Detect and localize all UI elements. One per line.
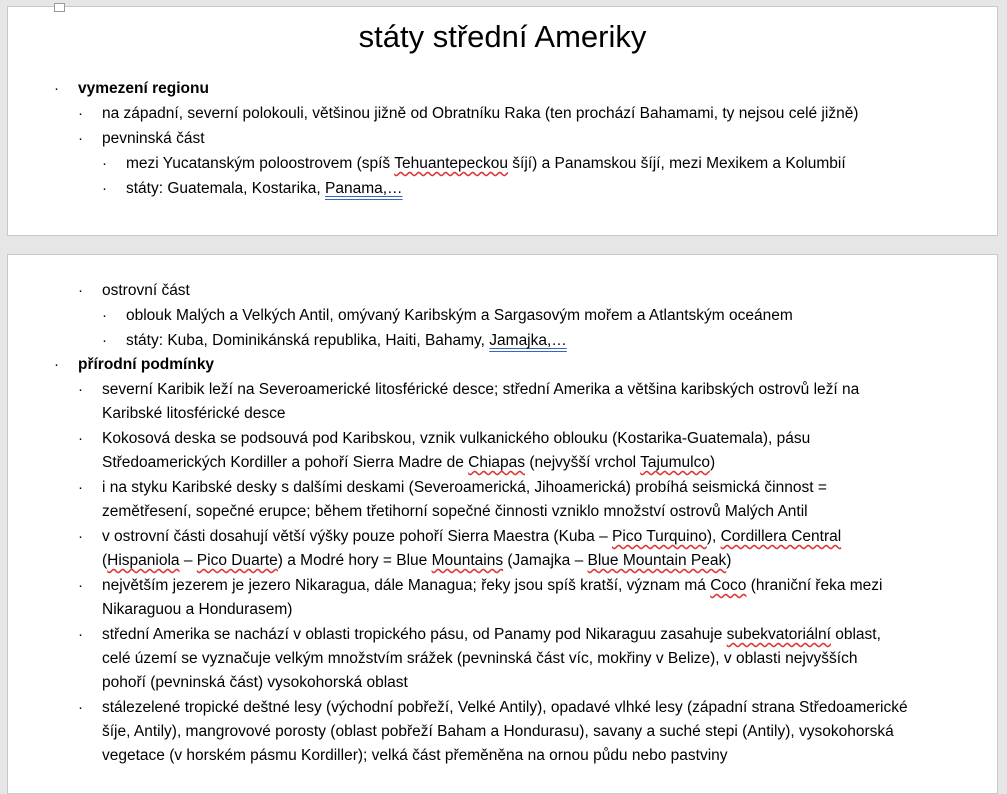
document-page-2 <box>7 254 998 794</box>
list-item: i na styku Karibské desky s dalšími deskami (Severoamerická, Jihoamerická) probíhá seismická činnost = <box>102 479 827 496</box>
list-item: mezi Yucatanským poloostrovem (spíš Tehuantepeckou šíjí) a Panamskou šíjí, mezi Mexikem a Kolumbií <box>126 155 846 172</box>
document-title: státy střední Ameriky <box>358 19 647 54</box>
spelling-mark: Hispaniola <box>107 552 180 569</box>
list-item-cont: Středoamerických Kordiller a pohoří Sierra Madre de Chiapas (nejvyšší vrchol Tajumulco) <box>102 454 716 471</box>
grammar-mark: Panama,… <box>325 180 403 197</box>
spelling-mark: Coco <box>710 577 747 594</box>
list-item: státy: Guatemala, Kostarika, Panama,… <box>126 180 403 197</box>
list-item: státy: Kuba, Dominikánská republika, Haiti, Bahamy, Jamajka,… <box>126 332 567 349</box>
list-item: v ostrovní části dosahují větší výšky pouze pohoří Sierra Maestra (Kuba – Pico Turquino), Cordillera Central <box>102 528 842 545</box>
grammar-mark: Jamajka,… <box>489 332 567 349</box>
list-item: střední Amerika se nachází v oblasti tropického pásu, od Panamy pod Nikaraguu zasahuje subekvatoriální oblast, <box>102 626 881 643</box>
bullet: · <box>78 479 83 496</box>
bullet: · <box>78 528 83 545</box>
bullet: · <box>102 307 107 324</box>
list-item-cont: pohoří (pevninská část) vysokohorská oblast <box>102 674 408 691</box>
spelling-mark: Tajumulco <box>640 454 710 471</box>
heading-nature: přírodní podmínky <box>78 356 215 373</box>
list-item: pevninská část <box>102 130 205 147</box>
bullet: · <box>102 332 107 349</box>
list-item-cont: zemětřesení, sopečné erupce; během třetihorní sopečné činnosti vzniklo množství ostrovů Malých Antil <box>102 503 808 520</box>
bullet: · <box>102 180 107 197</box>
list-item: ostrovní část <box>102 282 190 299</box>
spelling-mark: subekvatoriální <box>726 626 831 643</box>
bullet: · <box>102 155 107 172</box>
page-corner-marker <box>54 3 65 12</box>
list-item-cont: vegetace (v horském pásmu Kordiller); velká část přeměněna na ornou půdu nebo pastviny <box>102 747 728 764</box>
bullet: · <box>78 699 83 716</box>
list-item-cont: (Hispaniola – Pico Duarte) a Modré hory = Blue Mountains (Jamajka – Blue Mountain Peak) <box>102 552 732 569</box>
bullet: · <box>78 130 83 147</box>
list-item: Kokosová deska se podsouvá pod Karibskou, vznik vulkanického oblouku (Kostarika-Guatemala), pásu <box>102 430 811 447</box>
spelling-mark: Pico Turquino <box>612 528 707 545</box>
list-item: severní Karibik leží na Severoamerické litosférické desce; střední Amerika a většina karibských ostrovů leží na <box>102 381 860 398</box>
bullet: · <box>78 381 83 398</box>
list-item-cont: šíje, Antily), mangrovové porosty (oblast pobřeží Baham a Hondurasu), savany a suché stepi (Antily), vysokohorská <box>102 723 894 740</box>
spelling-mark: Tehuantepeckou <box>394 155 508 172</box>
bullet: · <box>78 282 83 299</box>
spelling-mark: Blue Mountain Peak <box>587 552 727 569</box>
bullet: · <box>54 80 59 97</box>
spelling-mark: Chiapas <box>468 454 526 471</box>
list-item-cont: Karibské litosférické desce <box>102 405 286 422</box>
bullet: · <box>78 105 83 122</box>
bullet: · <box>78 430 83 447</box>
list-item: na západní, severní polokouli, většinou jižně od Obratníku Raka (ten prochází Bahamami, ty nejsou celé jižně) <box>102 105 859 122</box>
spelling-mark: Pico Duarte <box>196 552 278 569</box>
list-item: oblouk Malých a Velkých Antil, omývaný Karibským a Sargasovým mořem a Atlantským oceánem <box>126 307 793 324</box>
list-item: největším jezerem je jezero Nikaragua, dále Managua; řeky jsou spíš kratší, význam má Coco (hraniční řeka mezi <box>102 577 883 594</box>
spelling-mark: Cordillera Central <box>720 528 842 545</box>
heading-region: vymezení regionu <box>78 80 209 97</box>
list-item: stálezelené tropické deštné lesy (východní pobřeží, Velké Antily), opadavé vlhké lesy (západní strana Středoamerické <box>102 699 908 716</box>
list-item-cont: Nikaraguou a Hondurasem) <box>102 601 293 618</box>
bullet: · <box>78 577 83 594</box>
list-item-cont: celé území se vyznačuje velkým množstvím srážek (pevninská část víc, mokřiny v Belize), v oblasti nejvyšších <box>102 650 858 667</box>
spelling-mark: Mountains <box>431 552 504 569</box>
document-page-1 <box>7 6 998 236</box>
bullet: · <box>54 356 59 373</box>
bullet: · <box>78 626 83 643</box>
